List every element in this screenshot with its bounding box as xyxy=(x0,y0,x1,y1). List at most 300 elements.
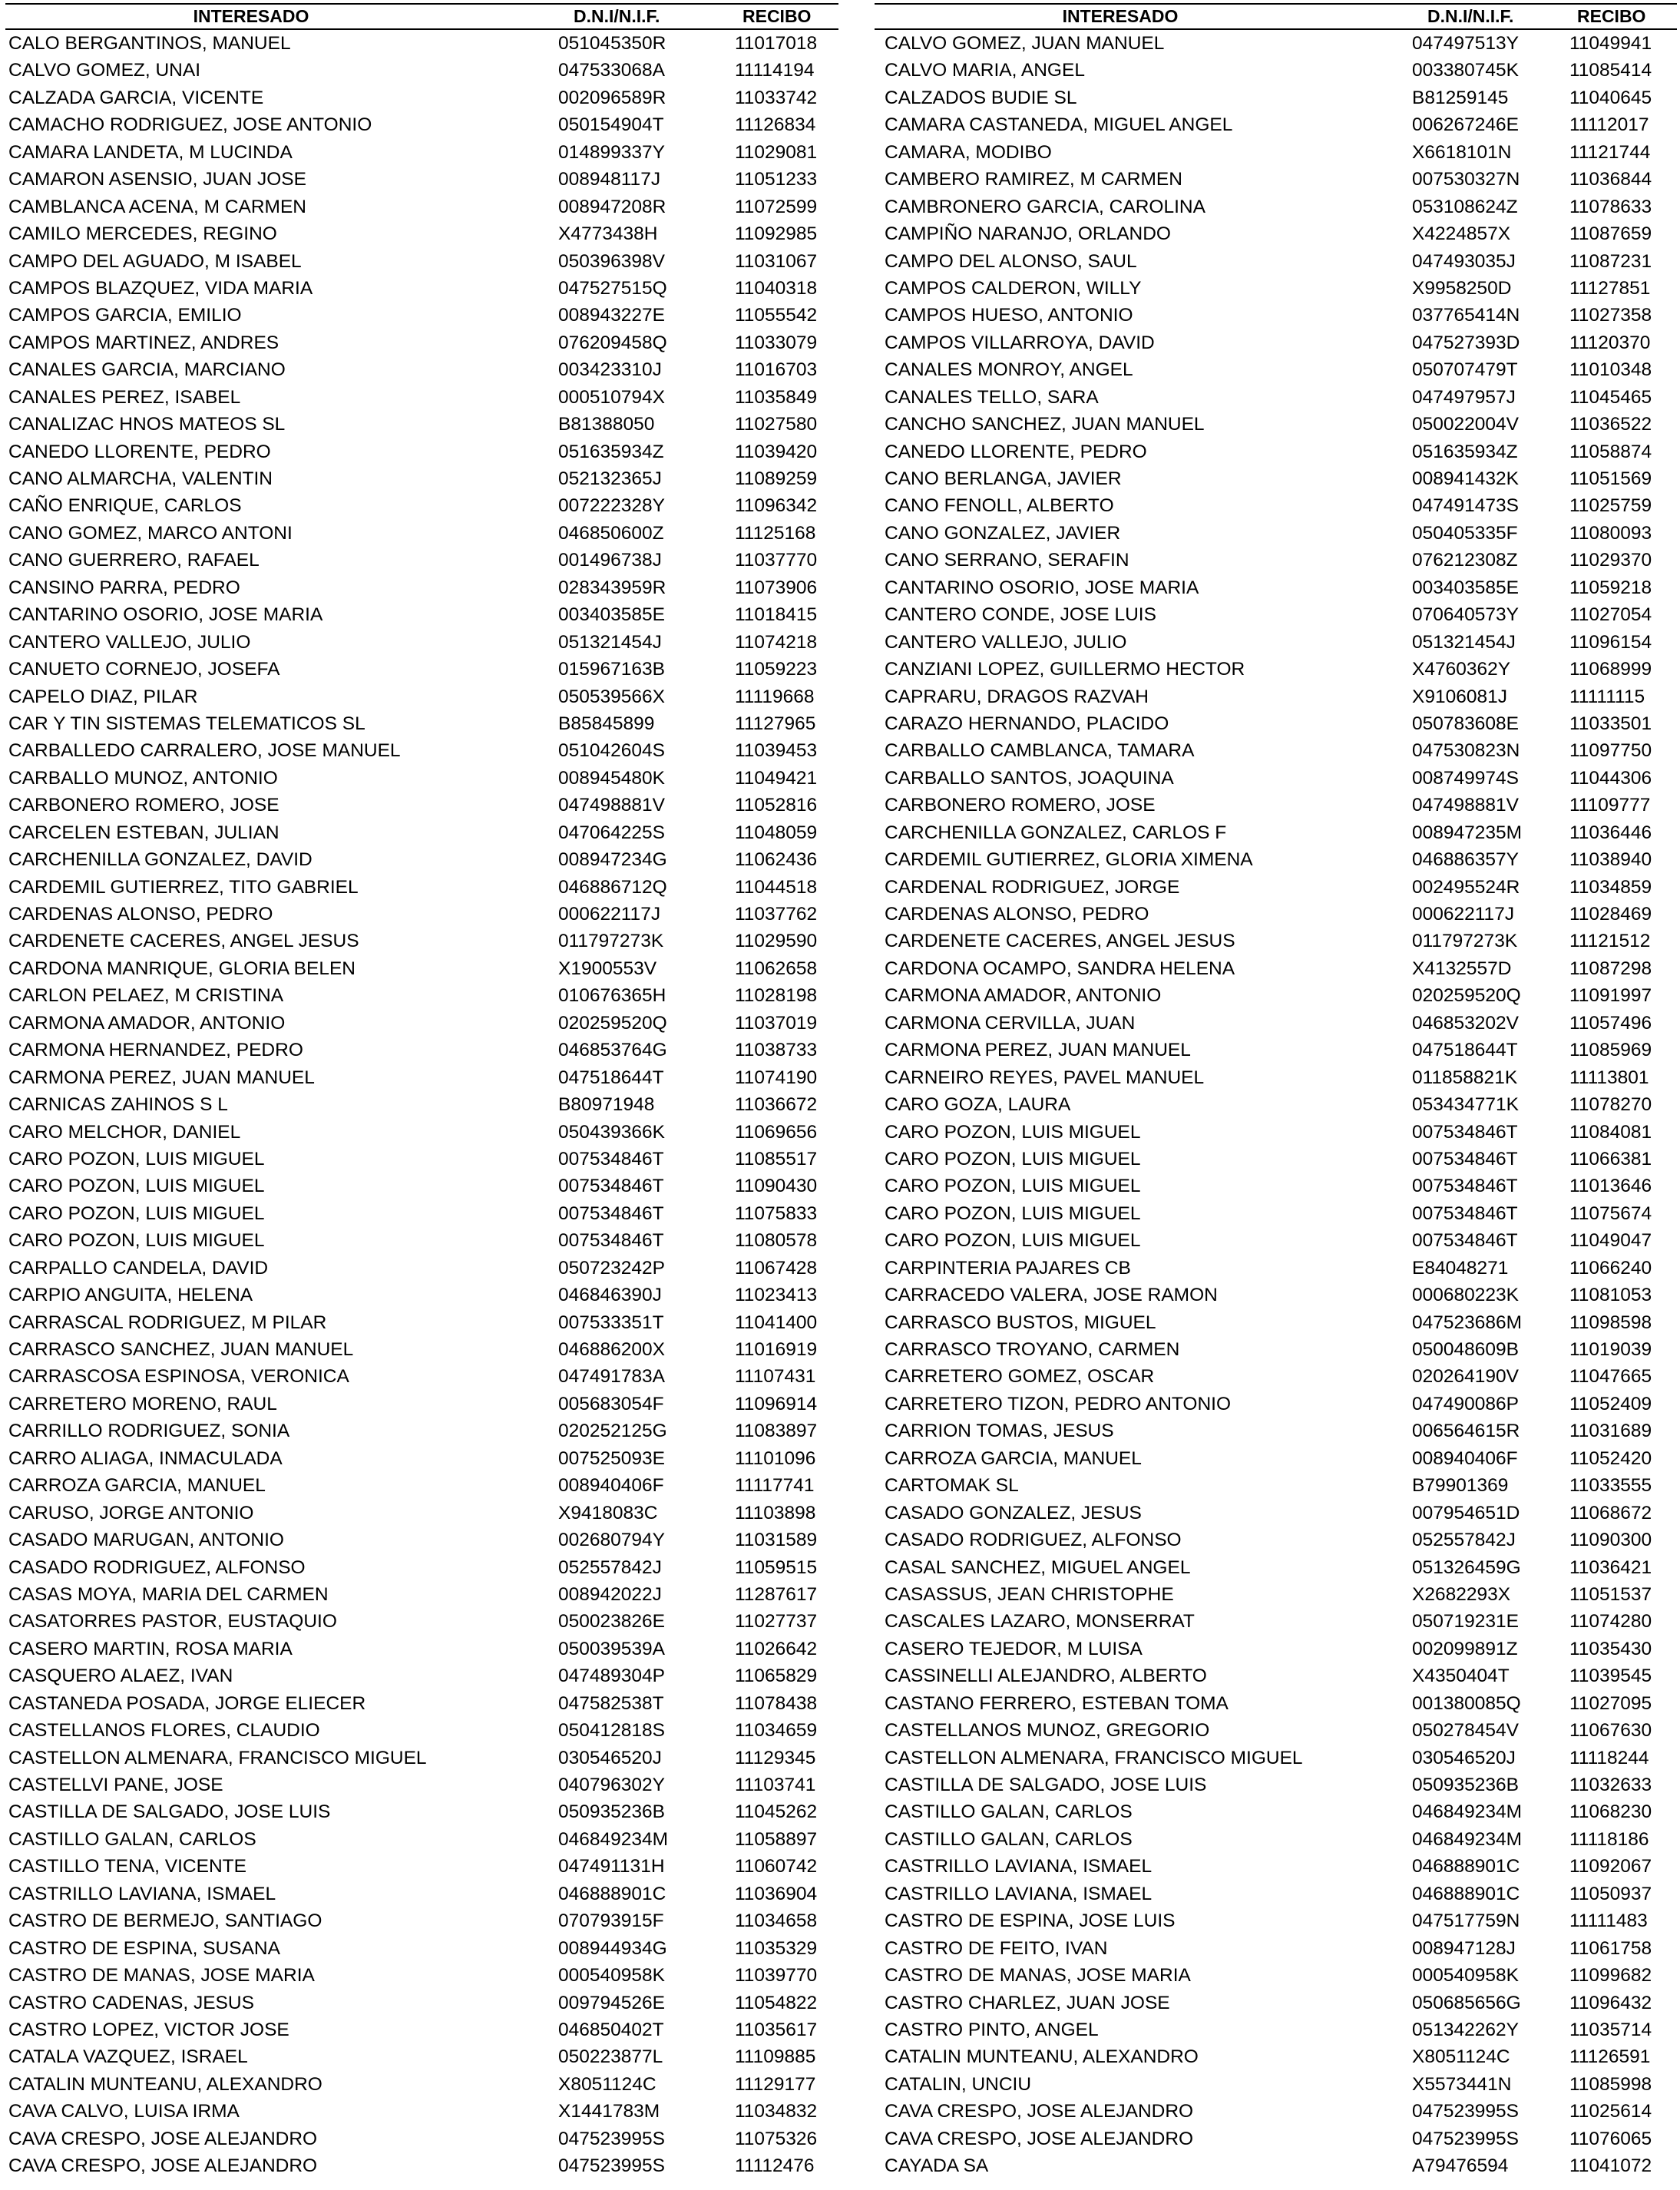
table-row xyxy=(875,30,1677,57)
cell-interesado: CANO BERLANGA, JAVIER xyxy=(885,468,1122,489)
right-table xyxy=(875,3,1677,2180)
cell-recibo: 11031689 xyxy=(1569,1421,1652,1442)
table-row xyxy=(5,1962,838,1989)
cell-interesado: CAPELO DIAZ, PILAR xyxy=(8,686,198,707)
cell-interesado: CARUSO, JORGE ANTONIO xyxy=(8,1502,254,1523)
table-body xyxy=(5,30,838,2180)
cell-dni: X4224857X xyxy=(1412,223,1511,245)
cell-recibo: 11027054 xyxy=(1569,604,1652,626)
cell-dni: 046850600Z xyxy=(558,522,664,544)
cell-interesado: CASCALES LAZARO, MONSERRAT xyxy=(885,1611,1195,1633)
cell-dni: 002680794Y xyxy=(558,1530,665,1551)
cell-dni: 047527393D xyxy=(1412,332,1520,353)
table-row xyxy=(5,792,838,819)
cell-recibo: 11062658 xyxy=(735,958,818,979)
cell-dni: 007534846T xyxy=(558,1176,664,1197)
cell-interesado: CANTARINO OSORIO, JOSE MARIA xyxy=(8,604,323,626)
cell-recibo: 11060742 xyxy=(735,1856,818,1877)
table-row xyxy=(5,819,838,846)
table-row xyxy=(5,1146,838,1173)
cell-dni: X4132557D xyxy=(1412,958,1512,979)
cell-recibo: 11074218 xyxy=(735,631,818,653)
cell-dni: 050039539A xyxy=(558,1638,665,1659)
table-row xyxy=(5,1500,838,1527)
table-row xyxy=(5,411,838,438)
cell-dni: X1441783M xyxy=(558,2101,660,2122)
cell-interesado: CARBALLO MUNOZ, ANTONIO xyxy=(8,767,278,789)
cell-dni: 070640573Y xyxy=(1412,604,1519,626)
cell-interesado: CATALIN, UNCIU xyxy=(885,2073,1032,2095)
cell-recibo: 11059218 xyxy=(1569,577,1652,598)
cell-recibo: 11025614 xyxy=(1569,2101,1652,2122)
cell-dni: 008945480K xyxy=(558,767,665,789)
cell-recibo: 11026642 xyxy=(735,1638,818,1659)
cell-recibo: 11075326 xyxy=(735,2128,818,2149)
cell-interesado: CANTARINO OSORIO, JOSE MARIA xyxy=(885,577,1199,598)
cell-interesado: CASTANEDA POSADA, JORGE ELIECER xyxy=(8,1692,366,1714)
cell-recibo: 11035430 xyxy=(1569,1638,1652,1659)
cell-dni: 007530327N xyxy=(1412,169,1520,190)
cell-interesado: CAMPOS VILLARROYA, DAVID xyxy=(885,332,1155,353)
cell-interesado: CARROZA GARCIA, MANUEL xyxy=(885,1447,1142,1469)
cell-interesado: CATALIN MUNTEANU, ALEXANDRO xyxy=(885,2046,1199,2068)
table-row xyxy=(5,57,838,84)
cell-interesado: CASADO RODRIGUEZ, ALFONSO xyxy=(885,1530,1182,1551)
table-row xyxy=(875,1445,1677,1472)
cell-interesado: CANTERO VALLEJO, JULIO xyxy=(885,631,1127,653)
cell-interesado: CARCHENILLA GONZALEZ, DAVID xyxy=(8,849,313,871)
cell-recibo: 11119668 xyxy=(735,686,815,707)
cell-interesado: CAMARON ASENSIO, JUAN JOSE xyxy=(8,169,306,190)
cell-dni: 047523686M xyxy=(1412,1312,1523,1333)
table-row xyxy=(875,629,1677,656)
cell-dni: 030546520J xyxy=(1412,1747,1516,1768)
cell-interesado: CAMARA CASTANEDA, MIGUEL ANGEL xyxy=(885,114,1233,136)
table-row xyxy=(875,1636,1677,1662)
cell-dni: 051042604S xyxy=(558,740,665,762)
cell-recibo: 11058874 xyxy=(1569,441,1652,462)
table-row xyxy=(5,2152,838,2179)
table-row xyxy=(875,601,1677,628)
cell-interesado: CASSINELLI ALEJANDRO, ALBERTO xyxy=(885,1666,1207,1687)
cell-dni: 046886200X xyxy=(558,1339,665,1360)
cell-recibo: 11067630 xyxy=(1569,1720,1652,1742)
cell-interesado: CARNEIRO REYES, PAVEL MANUEL xyxy=(885,1067,1205,1088)
table-row xyxy=(875,1826,1677,1853)
table-row xyxy=(5,874,838,901)
cell-dni: 008942022J xyxy=(558,1583,662,1605)
cell-dni: 000540958K xyxy=(558,1965,665,1987)
cell-dni: 047489304P xyxy=(558,1666,665,1687)
table-row xyxy=(5,492,838,519)
table-row xyxy=(875,1907,1677,1934)
cell-recibo: 11049047 xyxy=(1569,1230,1652,1252)
cell-interesado: CARPALLO CANDELA, DAVID xyxy=(8,1257,269,1279)
cell-recibo: 11039545 xyxy=(1569,1666,1652,1687)
cell-dni: 051326459G xyxy=(1412,1556,1521,1578)
table-row xyxy=(875,955,1677,982)
table-row xyxy=(875,1255,1677,1282)
cell-recibo: 11050937 xyxy=(1569,1883,1652,1904)
table-row xyxy=(5,1445,838,1472)
cell-interesado: CANTERO VALLEJO, JULIO xyxy=(8,631,251,653)
table-row xyxy=(875,275,1677,302)
cell-interesado: CARMONA HERNANDEZ, PEDRO xyxy=(8,1040,303,1061)
table-row xyxy=(5,2043,838,2070)
cell-recibo: 11092985 xyxy=(735,223,818,245)
cell-recibo: 11120370 xyxy=(1569,332,1651,353)
cell-interesado: CASAL SANCHEZ, MIGUEL ANGEL xyxy=(885,1556,1191,1578)
cell-interesado: CARBALLO SANTOS, JOAQUINA xyxy=(885,767,1174,789)
table-row xyxy=(875,384,1677,411)
cell-recibo: 11072599 xyxy=(735,196,818,217)
cell-dni: 007534846T xyxy=(558,1203,664,1224)
cell-interesado: CANO SERRANO, SERAFIN xyxy=(885,550,1129,571)
table-row xyxy=(5,901,838,928)
cell-dni: 040796302Y xyxy=(558,1775,665,1795)
cell-interesado: CAMBERO RAMIREZ, M CARMEN xyxy=(885,169,1182,190)
table-row xyxy=(5,248,838,275)
table-row xyxy=(875,411,1677,438)
cell-interesado: CARTOMAK SL xyxy=(885,1475,1019,1497)
table-row xyxy=(875,1881,1677,1907)
cell-recibo: 11036446 xyxy=(1569,822,1652,843)
cell-recibo: 11109777 xyxy=(1569,795,1651,816)
cell-recibo: 11087298 xyxy=(1569,958,1652,979)
cell-recibo: 11059515 xyxy=(735,1556,818,1578)
cell-interesado: CANO GOMEZ, MARCO ANTONI xyxy=(8,522,293,544)
cell-recibo: 11017018 xyxy=(735,33,818,54)
cell-interesado: CASTRO CHARLEZ, JUAN JOSE xyxy=(885,1992,1170,2013)
cell-interesado: CASTRO DE ESPINA, JOSE LUIS xyxy=(885,1910,1176,1932)
table-row xyxy=(5,1391,838,1418)
table-row xyxy=(5,1527,838,1553)
cell-dni: 037765414N xyxy=(1412,305,1520,326)
table-row xyxy=(5,1173,838,1199)
header-recibo: RECIBO xyxy=(1577,6,1646,26)
cell-dni: 003403585E xyxy=(558,604,665,626)
cell-interesado: CAVA CRESPO, JOSE ALEJANDRO xyxy=(8,2155,318,2177)
cell-dni: 051321454J xyxy=(558,631,662,653)
table-row xyxy=(875,57,1677,84)
cell-recibo: 11031067 xyxy=(735,250,818,272)
cell-recibo: 11078633 xyxy=(1569,196,1652,217)
cell-recibo: 11068230 xyxy=(1569,1801,1652,1823)
cell-interesado: CASTRILLO LAVIANA, ISMAEL xyxy=(8,1883,276,1904)
cell-dni: 002099891Z xyxy=(1412,1638,1518,1659)
cell-recibo: 11067428 xyxy=(735,1257,818,1279)
cell-dni: 010676365H xyxy=(558,985,666,1007)
cell-recibo: 11038940 xyxy=(1569,849,1652,871)
cell-recibo: 11033079 xyxy=(735,332,818,353)
cell-recibo: 11101096 xyxy=(735,1447,816,1469)
cell-interesado: CARDENETE CACERES, ANGEL JESUS xyxy=(8,931,359,952)
table-row xyxy=(5,928,838,954)
cell-recibo: 11037762 xyxy=(735,904,818,925)
table-row xyxy=(875,2016,1677,2043)
cell-dni: 047582538T xyxy=(558,1692,664,1714)
table-row xyxy=(875,1010,1677,1037)
table-row xyxy=(5,982,838,1009)
cell-recibo: 11089259 xyxy=(735,468,818,489)
table-row xyxy=(5,302,838,329)
cell-recibo: 11065829 xyxy=(735,1666,818,1687)
table-row xyxy=(5,1853,838,1880)
cell-dni: 002096589R xyxy=(558,87,666,108)
cell-dni: 006564615R xyxy=(1412,1421,1520,1442)
table-row xyxy=(875,2125,1677,2152)
cell-dni: 003403585E xyxy=(1412,577,1519,598)
cell-recibo: 11055542 xyxy=(735,305,818,326)
cell-recibo: 11091997 xyxy=(1569,985,1652,1007)
cell-dni: 050278454V xyxy=(1412,1720,1519,1742)
cell-recibo: 11052420 xyxy=(1569,1447,1652,1469)
table-row xyxy=(875,1853,1677,1880)
cell-dni: 050439366K xyxy=(558,1121,665,1143)
cell-dni: B80971948 xyxy=(558,1094,655,1116)
cell-interesado: CAVA CRESPO, JOSE ALEJANDRO xyxy=(885,2101,1194,2122)
cell-interesado: CANZIANI LOPEZ, GUILLERMO HECTOR xyxy=(885,659,1245,680)
cell-recibo: 11027358 xyxy=(1569,305,1652,326)
table-row xyxy=(875,1690,1677,1717)
table-row xyxy=(5,1881,838,1907)
cell-dni: 046853764G xyxy=(558,1040,667,1061)
table-row xyxy=(5,1745,838,1772)
table-header xyxy=(875,3,1677,30)
table-row xyxy=(875,1282,1677,1308)
cell-dni: 050023826E xyxy=(558,1611,665,1633)
cell-interesado: CAPRARU, DRAGOS RAZVAH xyxy=(885,686,1149,707)
table-row xyxy=(875,438,1677,465)
cell-interesado: CASTILLO GALAN, CARLOS xyxy=(8,1828,256,1850)
cell-dni: 050539566X xyxy=(558,686,665,707)
cell-dni: 046886712Q xyxy=(558,876,667,898)
table-row xyxy=(875,1146,1677,1173)
cell-dni: X4760362Y xyxy=(1412,659,1511,680)
cell-recibo: 11087659 xyxy=(1569,223,1652,245)
cell-dni: 009794526E xyxy=(558,1992,665,2013)
cell-recibo: 11075674 xyxy=(1569,1203,1652,1224)
cell-interesado: CARDEMIL GUTIERREZ, TITO GABRIEL xyxy=(8,876,359,898)
cell-recibo: 11039453 xyxy=(735,740,818,762)
cell-interesado: CASTELLON ALMENARA, FRANCISCO MIGUEL xyxy=(885,1747,1303,1768)
cell-interesado: CARBONERO ROMERO, JOSE xyxy=(885,795,1156,816)
table-row xyxy=(5,2016,838,2043)
cell-dni: 050935236B xyxy=(558,1801,665,1823)
table-row xyxy=(875,111,1677,138)
cell-dni: 007534846T xyxy=(1412,1121,1518,1143)
cell-recibo: 11027737 xyxy=(735,1611,818,1633)
cell-recibo: 11037019 xyxy=(735,1012,818,1034)
cell-recibo: 11033742 xyxy=(735,87,818,108)
table-row xyxy=(5,656,838,683)
cell-dni: 047493035J xyxy=(1412,250,1516,272)
cell-interesado: CARPINTERIA PAJARES CB xyxy=(885,1257,1131,1279)
cell-interesado: CARO POZON, LUIS MIGUEL xyxy=(8,1203,265,1224)
cell-interesado: CARRACEDO VALERA, JOSE RAMON xyxy=(885,1285,1218,1306)
cell-interesado: CALVO MARIA, ANGEL xyxy=(885,60,1085,81)
cell-recibo: 11028198 xyxy=(735,985,818,1007)
cell-dni: 053434771K xyxy=(1412,1094,1519,1116)
cell-recibo: 11078270 xyxy=(1569,1094,1652,1116)
table-row xyxy=(5,2098,838,2125)
table-row xyxy=(875,1418,1677,1444)
cell-interesado: CASASSUS, JEAN CHRISTOPHE xyxy=(885,1583,1174,1605)
cell-dni: 047517759N xyxy=(1412,1910,1520,1932)
cell-recibo: 11103741 xyxy=(735,1775,816,1795)
table-row xyxy=(875,492,1677,519)
cell-interesado: CARMONA AMADOR, ANTONIO xyxy=(885,985,1162,1007)
cell-recibo: 11027095 xyxy=(1569,1692,1652,1714)
cell-recibo: 11035329 xyxy=(735,1937,818,1959)
cell-recibo: 11044306 xyxy=(1569,767,1652,789)
table-row xyxy=(875,710,1677,737)
cell-recibo: 11035617 xyxy=(735,2019,818,2040)
cell-interesado: CAMBLANCA ACENA, M CARMEN xyxy=(8,196,306,217)
table-row xyxy=(875,194,1677,220)
table-row xyxy=(5,1037,838,1064)
table-row xyxy=(5,1227,838,1254)
cell-interesado: CARRASCO BUSTOS, MIGUEL xyxy=(885,1312,1156,1333)
cell-interesado: CASTELLANOS FLORES, CLAUDIO xyxy=(8,1720,320,1742)
table-row xyxy=(875,846,1677,873)
cell-recibo: 11051569 xyxy=(1569,468,1652,489)
cell-dni: X6618101N xyxy=(1412,141,1512,163)
cell-interesado: CANALES GARCIA, MARCIANO xyxy=(8,359,286,381)
cell-interesado: CASTRO DE MANAS, JOSE MARIA xyxy=(8,1965,315,1987)
cell-recibo: 11051537 xyxy=(1569,1583,1652,1605)
cell-interesado: CALZADOS BUDIE SL xyxy=(885,87,1077,108)
cell-dni: 051635934Z xyxy=(558,441,664,462)
table-row xyxy=(5,629,838,656)
cell-dni: 047530823N xyxy=(1412,740,1520,762)
cell-interesado: CAMACHO RODRIGUEZ, JOSE ANTONIO xyxy=(8,114,372,136)
cell-dni: 047498881V xyxy=(558,795,665,816)
cell-recibo: 11112476 xyxy=(735,2155,815,2177)
cell-recibo: 11058897 xyxy=(735,1828,818,1850)
cell-recibo: 11048059 xyxy=(735,822,818,843)
cell-dni: 001496738J xyxy=(558,550,662,571)
table-row xyxy=(5,84,838,111)
cell-dni: 007534846T xyxy=(1412,1176,1518,1197)
table-row xyxy=(5,194,838,220)
cell-dni: 005683054F xyxy=(558,1393,664,1414)
cell-dni: 050022004V xyxy=(1412,414,1519,435)
cell-interesado: CAMPOS BLAZQUEZ, VIDA MARIA xyxy=(8,277,313,299)
table-row xyxy=(5,1418,838,1444)
cell-interesado: CASTELLVI PANE, JOSE xyxy=(8,1775,223,1795)
cell-interesado: CARDEMIL GUTIERREZ, GLORIA XIMENA xyxy=(885,849,1253,871)
table-row xyxy=(875,1962,1677,1989)
cell-interesado: CANEDO LLORENTE, PEDRO xyxy=(885,441,1147,462)
cell-interesado: CANO GONZALEZ, JAVIER xyxy=(885,522,1121,544)
cell-dni: 047518644T xyxy=(1412,1040,1518,1061)
cell-interesado: CAVA CALVO, LUISA IRMA xyxy=(8,2101,240,2122)
cell-interesado: CASTELLANOS MUNOZ, GREGORIO xyxy=(885,1720,1210,1742)
cell-recibo: 11054822 xyxy=(735,1992,818,2013)
cell-dni: 047527515Q xyxy=(558,277,667,299)
cell-interesado: CARRION TOMAS, JESUS xyxy=(885,1421,1114,1442)
cell-interesado: CALVO GOMEZ, JUAN MANUEL xyxy=(885,33,1165,54)
cell-interesado: CAMPOS CALDERON, WILLY xyxy=(885,277,1142,299)
cell-dni: A79476594 xyxy=(1412,2155,1509,2177)
cell-dni: X4773438H xyxy=(558,223,658,245)
cell-interesado: CASTANO FERRERO, ESTEBAN TOMA xyxy=(885,1692,1229,1714)
table-row xyxy=(875,139,1677,166)
cell-recibo: 11068672 xyxy=(1569,1502,1652,1523)
cell-recibo: 11066240 xyxy=(1569,1257,1652,1279)
cell-dni: 003423310J xyxy=(558,359,662,381)
cell-interesado: CASAS MOYA, MARIA DEL CARMEN xyxy=(8,1583,329,1605)
table-row xyxy=(875,1935,1677,1962)
cell-interesado: CASTRO DE FEITO, IVAN xyxy=(885,1937,1108,1959)
cell-interesado: CANO ALMARCHA, VALENTIN xyxy=(8,468,273,489)
cell-interesado: CARRASCO SANCHEZ, JUAN MANUEL xyxy=(8,1339,354,1360)
table-row xyxy=(5,1826,838,1853)
table-row xyxy=(875,84,1677,111)
cell-dni: 050935236B xyxy=(1412,1775,1519,1795)
cell-dni: 076212308Z xyxy=(1412,550,1518,571)
cell-dni: 000510794X xyxy=(558,386,665,408)
left-table xyxy=(5,3,838,2180)
table-row xyxy=(5,574,838,601)
table-row xyxy=(875,465,1677,492)
cell-dni: 008940406F xyxy=(558,1475,664,1497)
table-row xyxy=(5,1119,838,1146)
cell-recibo: 11045465 xyxy=(1569,386,1652,408)
header-dni: D.N.I/N.I.F. xyxy=(574,6,660,26)
cell-dni: B81259145 xyxy=(1412,87,1509,108)
table-row xyxy=(5,1581,838,1608)
table-row xyxy=(5,1282,838,1308)
cell-dni: 000680223K xyxy=(1412,1285,1519,1306)
cell-interesado: CARMONA PEREZ, JUAN MANUEL xyxy=(8,1067,315,1088)
header-dni: D.N.I/N.I.F. xyxy=(1427,6,1514,26)
cell-dni: 007534846T xyxy=(558,1230,664,1252)
cell-recibo: 11127965 xyxy=(735,713,816,734)
table-row xyxy=(5,547,838,574)
cell-recibo: 11039420 xyxy=(735,441,818,462)
table-row xyxy=(875,220,1677,247)
table-row xyxy=(5,710,838,737)
cell-recibo: 11098598 xyxy=(1569,1312,1652,1333)
cell-recibo: 11061758 xyxy=(1569,1937,1652,1959)
cell-interesado: CAMARA LANDETA, M LUCINDA xyxy=(8,141,293,163)
cell-dni: 046850402T xyxy=(558,2019,664,2040)
table-row xyxy=(5,329,838,356)
cell-dni: 046888901C xyxy=(1412,1883,1520,1904)
table-row xyxy=(875,1472,1677,1499)
table-row xyxy=(5,1064,838,1091)
cell-recibo: 11036844 xyxy=(1569,169,1652,190)
cell-interesado: CAR Y TIN SISTEMAS TELEMATICOS SL xyxy=(8,713,365,734)
cell-dni: 050048609B xyxy=(1412,1339,1519,1360)
cell-recibo: 11052816 xyxy=(735,795,818,816)
table-row xyxy=(5,737,838,764)
table-row xyxy=(5,1990,838,2016)
table-row xyxy=(5,1636,838,1662)
cell-interesado: CARAZO HERNANDO, PLACIDO xyxy=(885,713,1169,734)
cell-interesado: CARNICAS ZAHINOS S L xyxy=(8,1094,228,1116)
cell-recibo: 11025759 xyxy=(1569,495,1652,517)
table-row xyxy=(875,1391,1677,1418)
cell-dni: X1900553V xyxy=(558,958,657,979)
table-row xyxy=(875,1091,1677,1118)
cell-recibo: 11103898 xyxy=(735,1502,816,1523)
cell-dni: 007534846T xyxy=(1412,1148,1518,1169)
cell-interesado: CARDENETE CACERES, ANGEL JESUS xyxy=(885,931,1235,952)
cell-dni: 047533068A xyxy=(558,60,665,81)
